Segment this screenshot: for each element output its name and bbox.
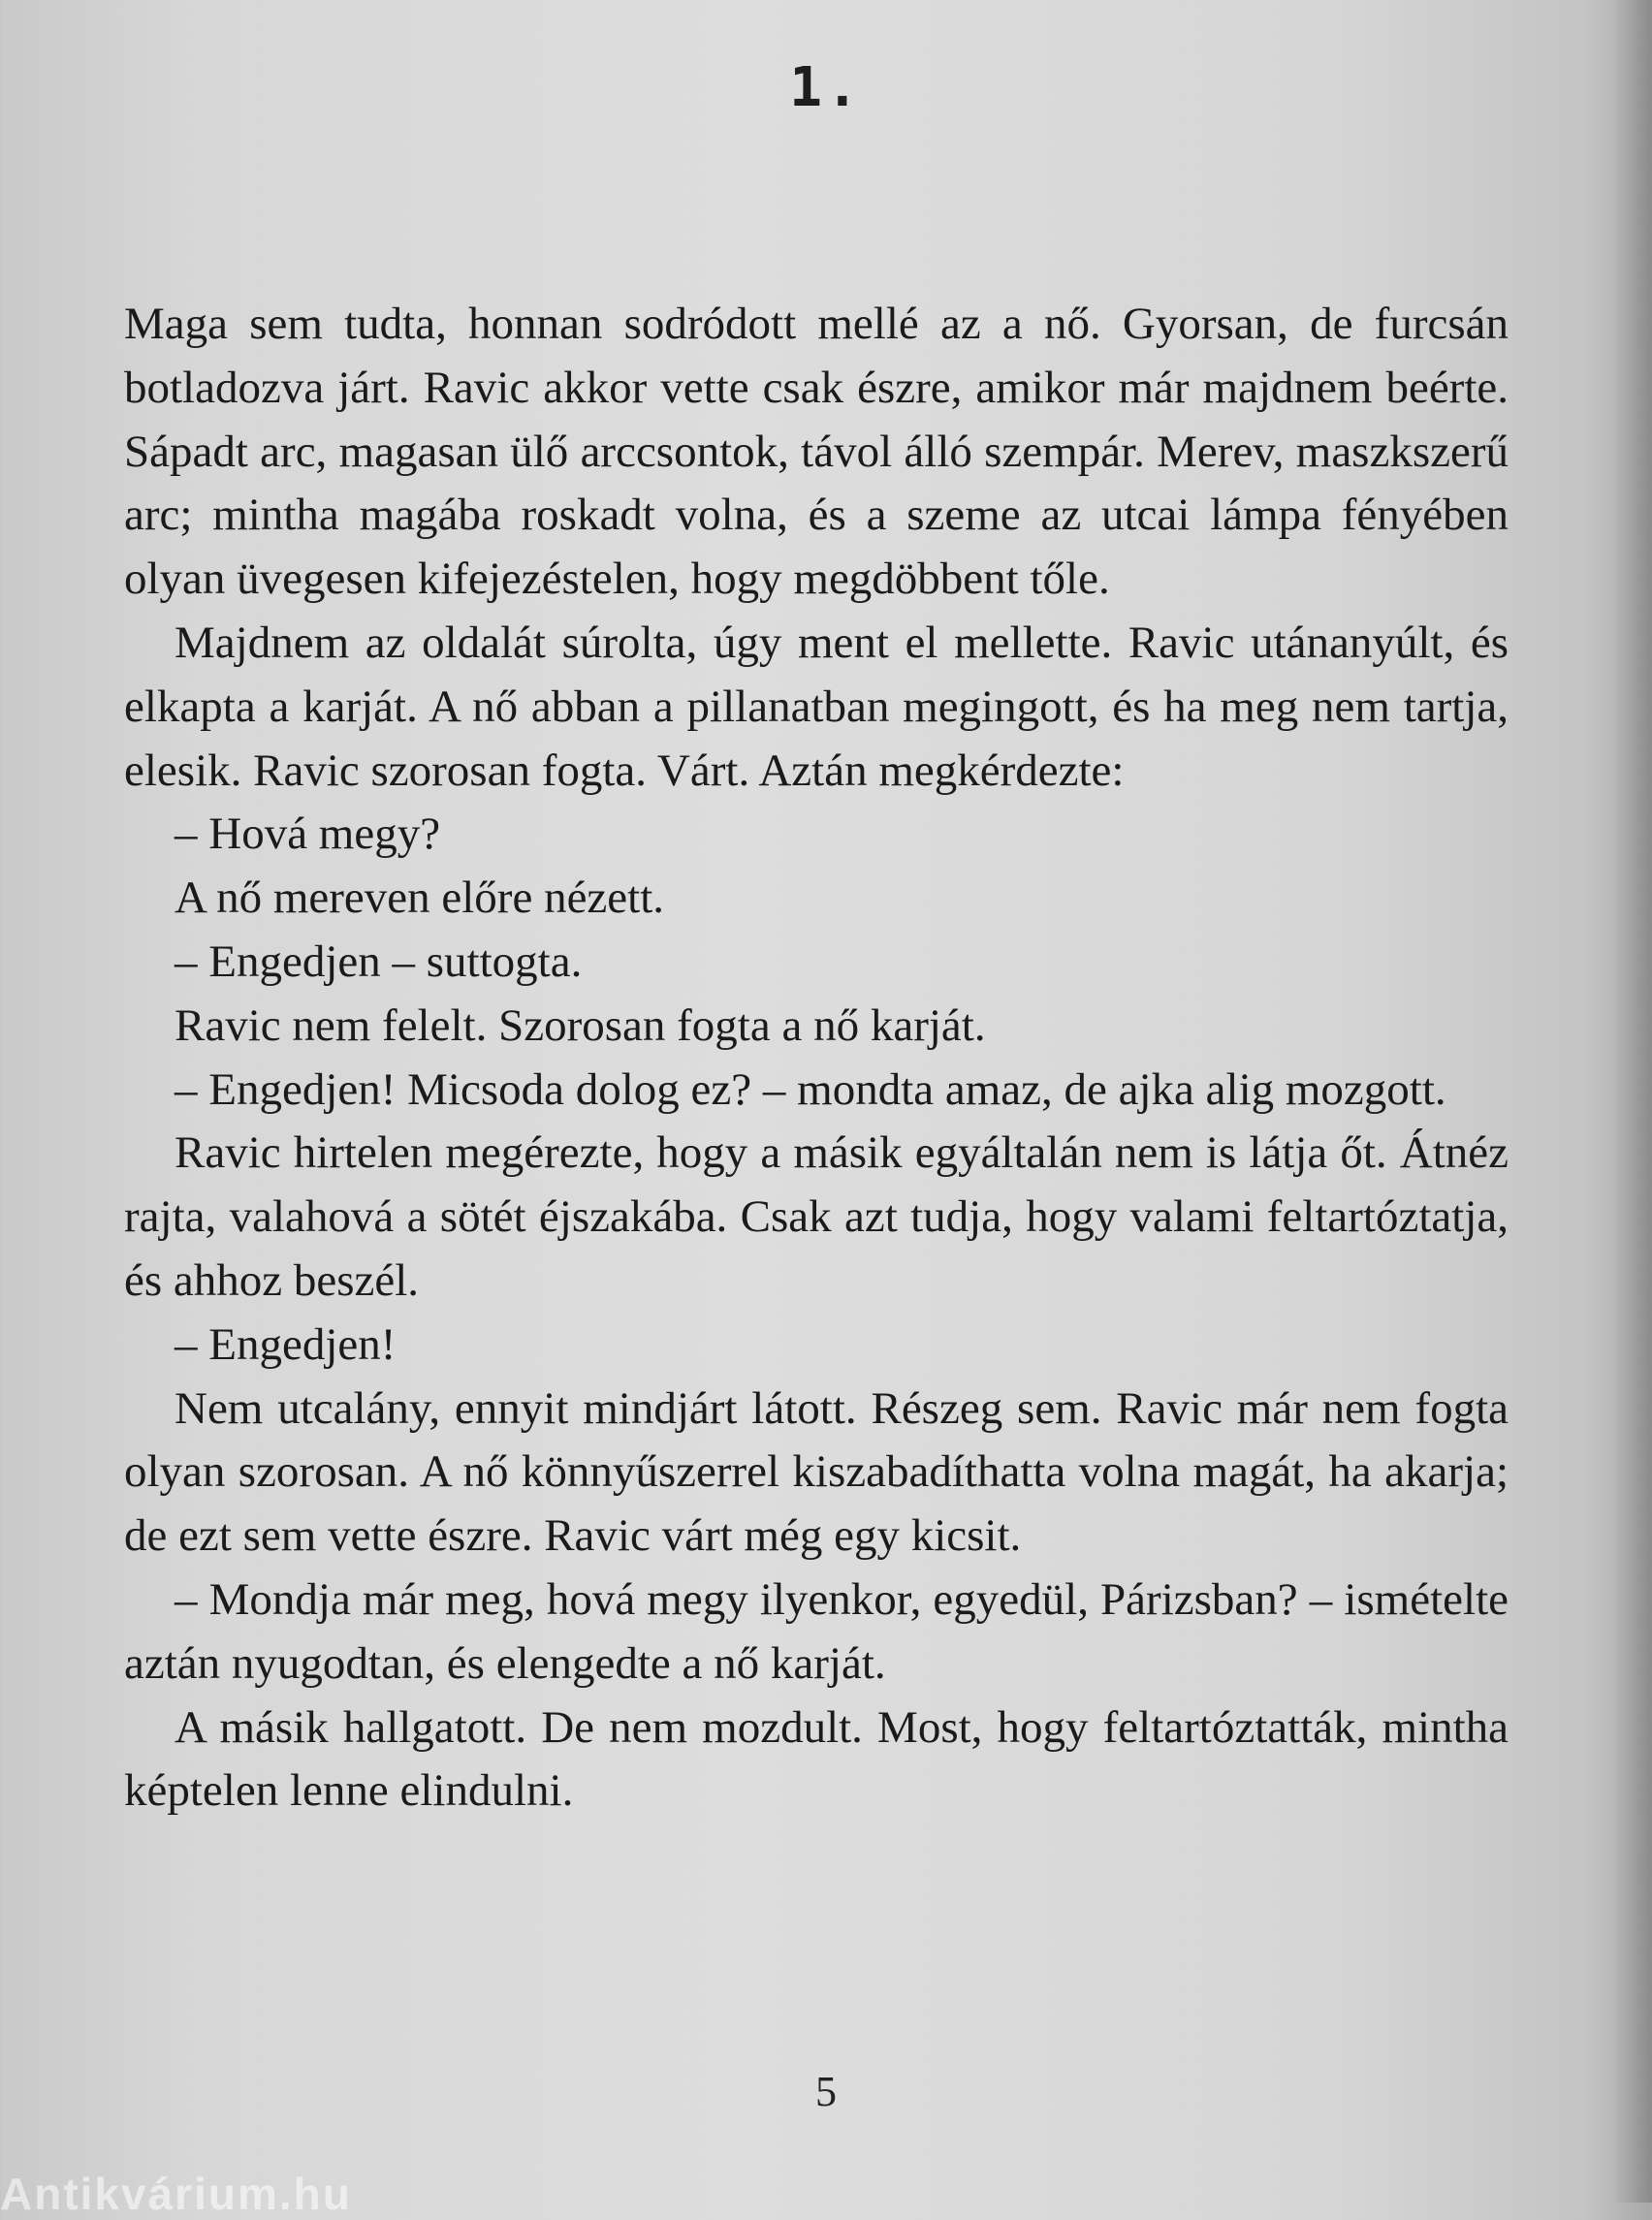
paragraph: A másik hallgatott. De nem mozdult. Most, hogy feltartóztatták, mintha képtelen lenne elindulni.: [124, 1701, 1509, 1817]
paragraph: Ravic hirtelen megérezte, hogy a másik egyáltalán nem is látja őt. Átnéz rajta, valahová a sötét éjszakába. Csak azt tudja, hogy valami feltartóztatja, és ahhoz beszél.: [124, 1127, 1509, 1306]
paragraph: – Hová megy?: [175, 809, 441, 860]
paragraph: A nő mereven előre nézett.: [175, 872, 665, 924]
paragraph: Majdnem az oldalát súrolta, úgy ment el mellette. Ravic utánanyúlt, és elkapta a karját. A nő abban a pillanatban megingott, és ha meg nem tartja, elesik. Ravic szorosan fogta. Várt. Aztán megkérdezte:: [124, 617, 1509, 796]
paragraph: – Engedjen – suttogta.: [175, 936, 583, 987]
page-edge-shadow: [1613, 0, 1652, 2203]
paragraph: Nem utcalány, ennyit mindjárt látott. Részeg sem. Ravic már nem fogta olyan szorosan. A nő könnyűszerrel kiszabadíthatta volna magát, ha akarja; de ezt sem vette észre. Ravic várt még egy kicsit.: [124, 1382, 1509, 1562]
text-body: [124, 293, 1509, 1824]
paragraph: Maga sem tudta, honnan sodródott mellé az a nő. Gyorsan, de furcsán botladozva járt. Ravic akkor vette csak észre, amikor már majdnem beérte. Sápadt arc, magasan ülő arccsontok, távol álló szempár. Merev, maszkszerű arc; mintha magába roskadt volna, és a szeme az utcai lámpa fényében olyan üvegesen kifejezéstelen, hogy megdöbbent tőle.: [124, 299, 1509, 605]
paragraph: – Mondja már meg, hová megy ilyenkor, egyedül, Párizsban? – ismételte aztán nyugodtan, és elengedte a nő karját.: [124, 1573, 1509, 1689]
paragraph: – Engedjen! Micsoda dolog ez? – mondta amaz, de ajka alig mozgott.: [175, 1063, 1446, 1115]
page-number: 5: [815, 2068, 837, 2115]
paragraph: Ravic nem felelt. Szorosan fogta a nő karját.: [175, 999, 986, 1051]
watermark: Antikvárium.hu: [0, 2169, 352, 2219]
chapter-number: 1.: [789, 56, 863, 119]
paragraph: – Engedjen!: [175, 1318, 397, 1370]
